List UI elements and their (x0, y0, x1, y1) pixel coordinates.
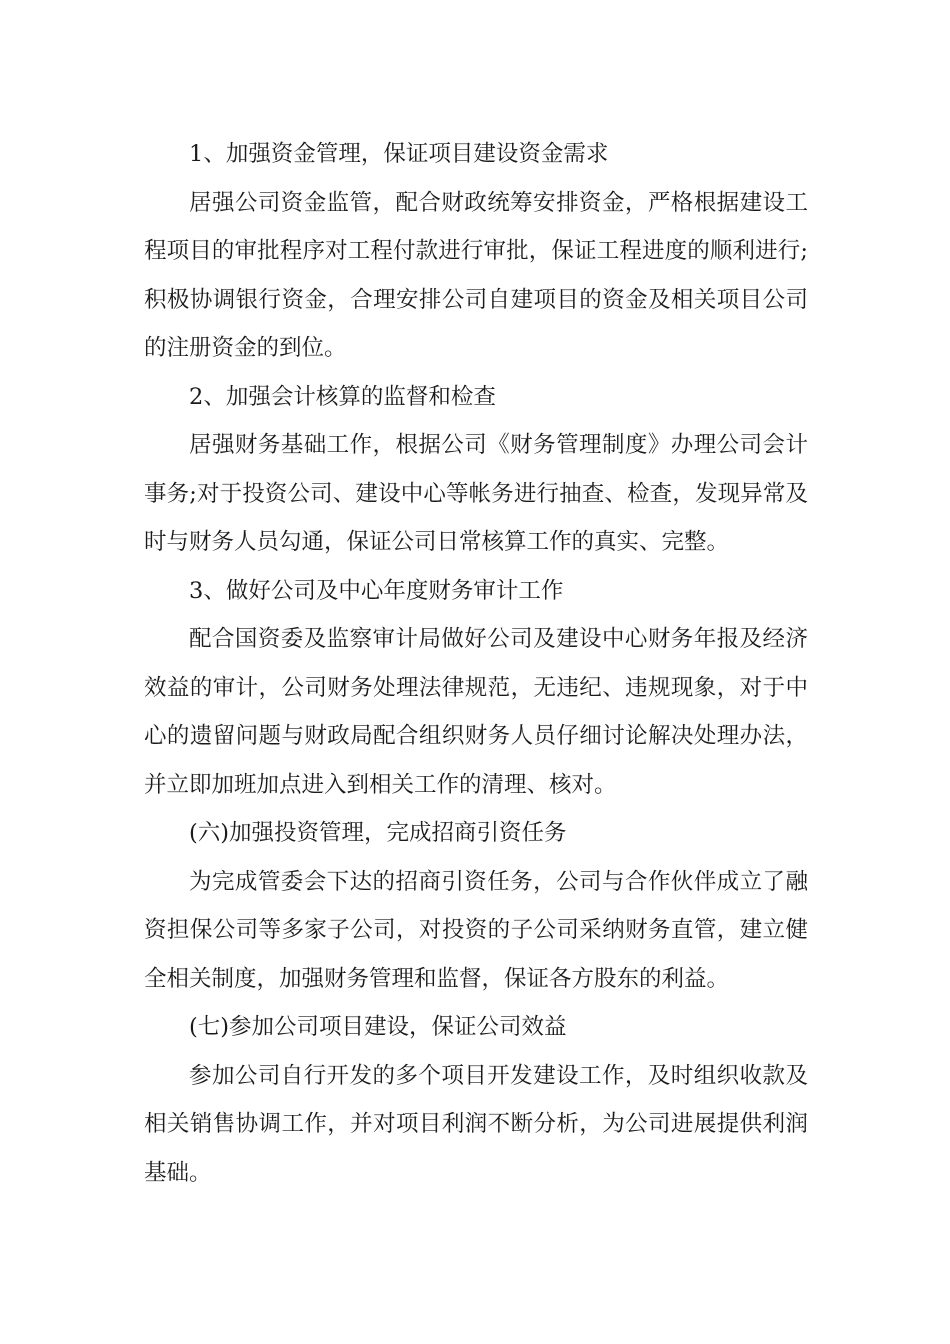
document-body (144, 130, 808, 1197)
body-paragraph-1: 居强公司资金监管，配合财政统筹安排资金，严格根据建设工程项目的审批程序对工程付款进行审批，保证工程进度的顺利进行;积极协调银行资金，合理安排公司自建项目的资金及相关项目公司的注册资金的到位。 (144, 189, 808, 361)
body-paragraph-7: 参加公司自行开发的多个项目开发建设工作，及时组织收款及相关销售协调工作，并对项目利润不断分析，为公司进展提供利润基础。 (144, 1062, 808, 1186)
section-heading-6: (六)加强投资管理，完成招商引资任务 (189, 820, 567, 846)
body-paragraph-6: 为完成管委会下达的招商引资任务，公司与合作伙伴成立了融资担保公司等多家子公司，对投资的子公司采纳财务直管，建立健全相关制度，加强财务管理和监督，保证各方股东的利益。 (144, 868, 808, 992)
section-heading-3: 3、做好公司及中心年度财务审计工作 (189, 577, 564, 604)
section-heading-1: 1、加强资金管理，保证项目建设资金需求 (189, 141, 609, 167)
section-heading-2: 2、加强会计核算的监督和检查 (189, 383, 496, 410)
section-heading-7: (七)参加公司项目建设，保证公司效益 (189, 1014, 567, 1040)
body-paragraph-2: 居强财务基础工作，根据公司《财务管理制度》办理公司会计事务;对于投资公司、建设中心等帐务进行抽查、检查，发现异常及时与财务人员勾通，保证公司日常核算工作的真实、完整。 (144, 432, 808, 555)
body-paragraph-3: 配合国资委及监察审计局做好公司及建设中心财务年报及经济效益的审计，公司财务处理法律规范，无违纪、违规现象，对于中心的遗留问题与财政局配合组织财务人员仔细讨论解决处理办法，并立即加班加点进入到相关工作的清理、核对。 (144, 626, 808, 798)
